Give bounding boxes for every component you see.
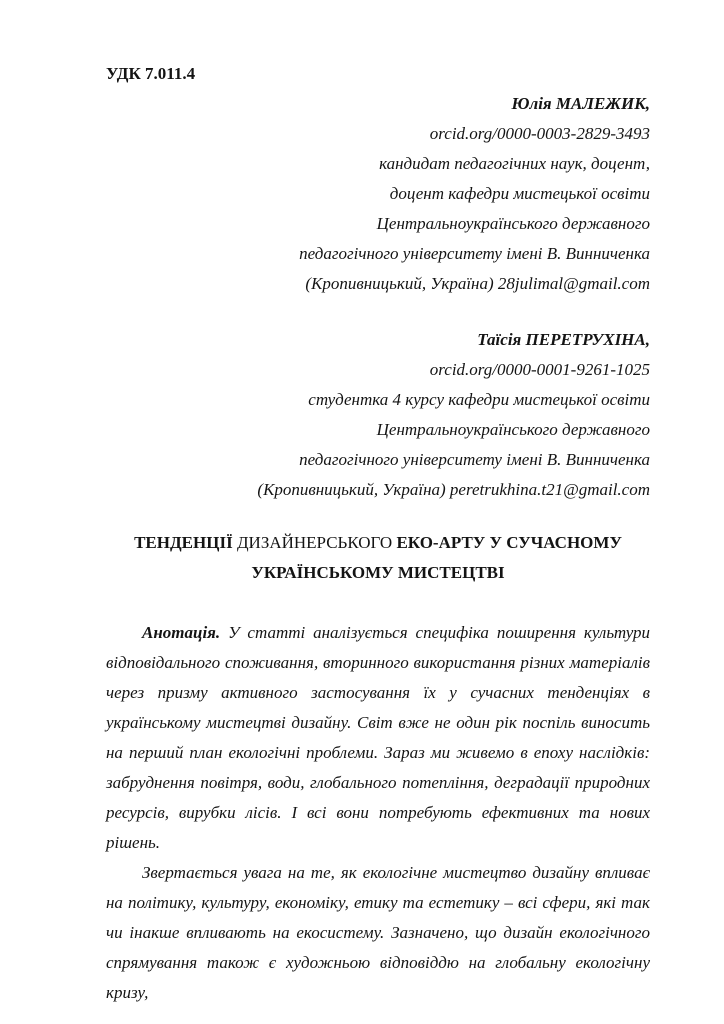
author-block-1 (106, 89, 650, 299)
abstract-section (106, 618, 650, 1008)
author-1-affiliation-line-2: педагогічного університету імені В. Винниченка (299, 244, 650, 263)
author-2-affiliation-line-1: Центральноукраїнського державного (376, 420, 650, 439)
author-2-name: Таїсія ПЕРЕТРУХІНА, (477, 330, 650, 349)
article-title (106, 528, 650, 588)
author-1-degree: кандидат педагогічних наук, доцент, (379, 154, 650, 173)
author-2-affiliation-line-2: педагогічного університету імені В. Винниченка (299, 450, 650, 469)
abstract-label: Анотація. (142, 623, 221, 642)
article-title-part-2: ДИЗАЙНЕРСЬКОГО (236, 533, 393, 552)
abstract-paragraph-1-text: У статті аналізується специфіка поширення культури відповідального споживання, вторинного використання різних матеріалів через призму активного застосування їх у сучасних тенденціях в українському мистецтві дизайну. Світ вже не один рік поспіль виносить на перший план екологічні проблеми. Зараз ми живемо в епоху наслідків: забруднення повітря, води, глобального потепління, деградації природних ресурсів, вирубки лісів. І всі вони потребують ефективних та нових рішень. (106, 623, 651, 852)
article-title-part-1: ТЕНДЕНЦІЇ (134, 533, 233, 552)
abstract-paragraph-1 (106, 618, 650, 858)
author-1-orcid: orcid.org/0000-0003-2829-3493 (429, 124, 650, 143)
author-1-name: Юлія МАЛЕЖИК, (511, 94, 650, 113)
author-1-location-email: (Кропивницький, Україна) 28julimal@gmail.com (305, 274, 650, 293)
author-1-position: доцент кафедри мистецької освіти (389, 184, 650, 203)
article-title-part-3: ЕКО-АРТУ У СУЧАСНОМУ УКРАЇНСЬКОМУ МИСТЕЦТВІ (251, 533, 622, 582)
udc-code: УДК 7.011.4 (106, 64, 196, 83)
author-2-position: студентка 4 курсу кафедри мистецької освіти (308, 390, 650, 409)
author-2-orcid: orcid.org/0000-0001-9261-1025 (429, 360, 650, 379)
abstract-paragraph-2: Звертається увага на те, як екологічне мистецтво дизайну впливає на політику, культуру, економіку, етику та естетику – всі сфери, які так чи інакше впливають на екосистему. Зазначено, що дизайн екологічного спрямування також є художньою відповіддю на глобальну екологічну кризу, (106, 863, 650, 1002)
author-block-2 (106, 325, 650, 505)
author-2-location-email: (Кропивницький, Україна) peretrukhina.t21@gmail.com (257, 480, 650, 499)
author-1-affiliation-line-1: Центральноукраїнського державного (376, 214, 650, 233)
